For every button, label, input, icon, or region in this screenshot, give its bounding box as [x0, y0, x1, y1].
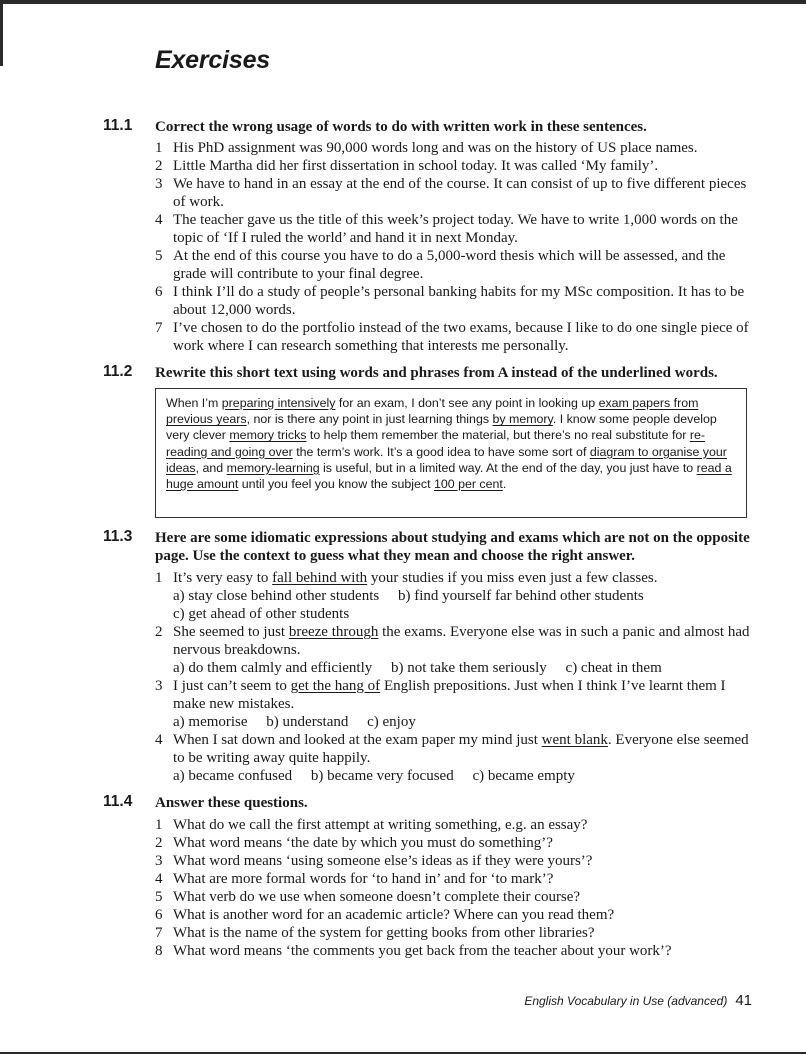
- exercise-number: 11.1: [103, 117, 133, 134]
- left-border-rule: [0, 0, 3, 66]
- underlined-phrase: read a huge amount: [166, 460, 732, 492]
- idiom-phrase: went blank: [541, 732, 608, 748]
- top-border-rule: [0, 0, 806, 4]
- page-title: Exercises: [155, 46, 270, 74]
- underlined-phrase: re-reading and going over: [166, 428, 706, 459]
- bottom-border-rule: [0, 1052, 806, 1054]
- list-item: 2 What word means ‘the date by which you must do something’?: [155, 835, 553, 851]
- list-item: 3 We have to hand in an essay at the end of the course. It can consist of up to five different pieces of work.: [155, 176, 747, 210]
- list-item: 1 What do we call the first attempt at writing something, e.g. an essay?: [155, 817, 588, 833]
- exercise-instruction: Answer these questions.: [155, 795, 308, 811]
- exercise-instruction: Rewrite this short text using words and phrases from A instead of the underlined words.: [155, 365, 718, 381]
- exercise-number: 11.4: [103, 793, 133, 810]
- idiom-phrase: breeze through: [288, 624, 379, 640]
- exercise-items: [155, 139, 755, 355]
- list-item: 4 When I sat down and looked at the exam paper my mind just went blank. Everyone else seemed to be writing away quite happily. a) became confused b) became very focused c) became empty: [155, 731, 755, 785]
- list-item: 8 What word means ‘the comments you get back from the teacher about your work’?: [155, 943, 672, 959]
- exercise-instruction: Here are some idiomatic expressions about studying and exams which are not on the opposite page. Use the context to guess what they mean and choose the right answer.: [155, 530, 750, 564]
- exercise-number: 11.2: [103, 363, 133, 380]
- book-title: English Vocabulary in Use (advanced): [524, 994, 728, 1008]
- list-item: 5 What verb do we use when someone doesn’t complete their course?: [155, 889, 581, 905]
- list-item: 4 The teacher gave us the title of this week’s project today. We have to write 1,000 words on the topic of ‘If I ruled the world’ and hand it in next Monday.: [155, 212, 738, 246]
- underlined-phrase: exam papers from previous years: [166, 396, 699, 427]
- answer-options: a) stay close behind other students b) find yourself far behind other students: [173, 588, 644, 604]
- list-item: 3 What word means ‘using someone else’s ideas as if they were yours’?: [155, 853, 593, 869]
- exercise-instruction: Correct the wrong usage of words to do with written work in these sentences.: [155, 119, 647, 135]
- list-item: 3 I just can’t seem to get the hang of English prepositions. Just when I think I’ve learnt them I make new mistakes. a) memorise b) understand c) enjoy: [155, 677, 755, 731]
- answer-options: a) became confused b) became very focused c) became empty: [173, 768, 575, 784]
- rewrite-text-box: When I’m preparing intensively for an exam, I don’t see any point in looking up exam papers from previous years, nor is there any point in just learning things by memory. I know some people develop very clever memory tricks to help them remember the material, but there’s no real substitute for re-reading and going over the term’s work. It’s a good idea to have some sort of diagram to organise your ideas, and memory-learning is useful, but in a limited way. At the end of the day, you just have to read a huge amount until you feel you know the subject 100 per cent.: [155, 388, 747, 518]
- underlined-phrase: memory-learning: [226, 460, 320, 475]
- list-item: 1 His PhD assignment was 90,000 words long and was on the history of US place names.: [155, 140, 698, 156]
- list-item: 7 What is the name of the system for getting books from other libraries?: [155, 925, 595, 941]
- answer-options: a) memorise b) understand c) enjoy: [173, 714, 416, 730]
- exercise-number: 11.3: [103, 528, 133, 545]
- answer-options: a) do them calmly and efficiently b) not take them seriously c) cheat in them: [173, 660, 662, 676]
- list-item: 6 I think I’ll do a study of people’s personal banking habits for my MSc composition. It has to be about 12,000 words.: [155, 284, 745, 318]
- idiom-phrase: get the hang of: [290, 678, 381, 694]
- underlined-phrase: preparing intensively: [221, 396, 336, 410]
- underlined-phrase: 100 per cent: [433, 477, 503, 492]
- list-item: 6 What is another word for an academic article? Where can you read them?: [155, 907, 615, 923]
- list-item: 5 At the end of this course you have to do a 5,000-word thesis which will be assessed, and the grade will contribute to your final degree.: [155, 248, 726, 282]
- underlined-phrase: diagram to organise your ideas: [166, 444, 727, 475]
- exercise-items: [155, 816, 755, 960]
- exercise-items: [155, 569, 755, 785]
- list-item: 4 What are more formal words for ‘to hand in’ and for ‘to mark’?: [155, 871, 554, 887]
- list-item: 7 I’ve chosen to do the portfolio instead of the two exams, because I like to do one single piece of work where I can research something that interests me personally.: [155, 320, 749, 354]
- list-item: 2 She seemed to just breeze through the exams. Everyone else was in such a panic and almost had nervous breakdowns. a) do them calmly and efficiently b) not take them seriously c) cheat in them: [155, 623, 755, 677]
- underlined-phrase: by memory: [492, 412, 553, 427]
- list-item: 1 It’s very easy to fall behind with your studies if you miss even just a few classes. a) stay close behind other students b) find yourself far behind other students c) get ahead of other students: [155, 569, 755, 623]
- page-footer: [524, 992, 752, 1009]
- answer-options: c) get ahead of other students: [173, 606, 350, 622]
- page-number: 41: [735, 992, 752, 1009]
- idiom-phrase: fall behind with: [272, 570, 368, 586]
- list-item: 2 Little Martha did her first dissertation in school today. It was called ‘My family’.: [155, 158, 659, 174]
- underlined-phrase: memory tricks: [229, 428, 307, 443]
